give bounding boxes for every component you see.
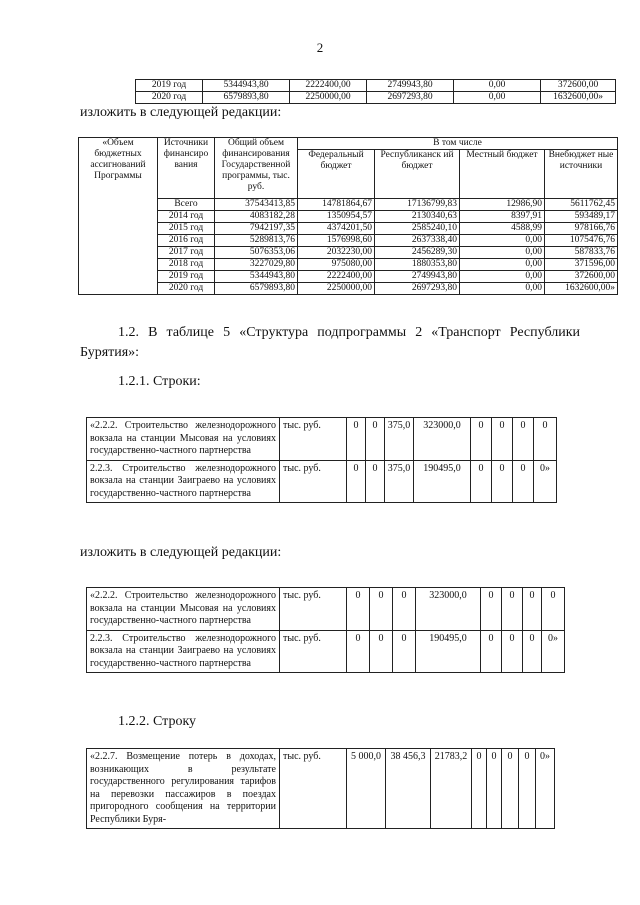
- table-cell: 21783,2: [431, 749, 472, 829]
- rows-old-table: [86, 417, 557, 503]
- table-cell: 0: [393, 588, 416, 631]
- table-cell: 0,00: [460, 247, 545, 259]
- table-cell: 5289813,76: [215, 235, 298, 247]
- table-cell: 0»: [534, 460, 557, 503]
- table-cell: 0: [502, 749, 519, 829]
- table-cell: 2585240,10: [375, 223, 460, 235]
- table-row: [87, 588, 565, 631]
- header-cell: В том числе: [298, 138, 618, 150]
- table-cell: 375,0: [385, 418, 414, 461]
- header-cell: Источники финансиро вания: [158, 138, 215, 199]
- table-row: [79, 247, 618, 259]
- table-cell: 2637338,40: [375, 235, 460, 247]
- table-cell: 1632600,00»: [545, 283, 618, 295]
- table-cell: 371596,00: [545, 259, 618, 271]
- row-description: «2.2.2. Строительство железнодорожного вокзала на станции Мысовая на условиях государственно-частного партнерства: [87, 588, 280, 631]
- table-cell: 0: [502, 630, 523, 673]
- paragraph-3: 1.2.1. Строки:: [118, 374, 201, 389]
- table-cell: 0: [370, 630, 393, 673]
- table-cell: 8397,91: [460, 211, 545, 223]
- table-row: [79, 271, 618, 283]
- table-cell: 2019 год: [158, 271, 215, 283]
- table-cell: 0,00: [460, 283, 545, 295]
- table-cell: 0: [487, 749, 502, 829]
- table-cell: 2018 год: [158, 259, 215, 271]
- header-cell: Федеральный бюджет: [298, 150, 375, 199]
- table-cell: 2020 год: [158, 283, 215, 295]
- table-cell: 1880353,80: [375, 259, 460, 271]
- table-cell: 5611762,45: [545, 199, 618, 211]
- table-cell: 17136799,83: [375, 199, 460, 211]
- table-cell: 0: [502, 588, 523, 631]
- row-description: 2.2.3. Строительство железнодорожного вокзала на станции Заиграево на условиях государственно-частного партнерства: [87, 630, 280, 673]
- table-cell: 2222400,00: [290, 80, 367, 92]
- table-cell: 0: [519, 749, 536, 829]
- table-cell: 5344943,80: [203, 80, 290, 92]
- table-cell: 372600,00: [541, 80, 616, 92]
- table-cell: 5 000,0: [347, 749, 386, 829]
- table-row: [87, 418, 557, 461]
- table-row: [79, 199, 618, 211]
- paragraph-2: 1.2. В таблице 5 «Структура подпрограммы 2 «Транспорт Республики Бурятия»:: [80, 325, 580, 360]
- table-row: [79, 259, 618, 271]
- table-cell: 1350954,57: [298, 211, 375, 223]
- table-cell: 2015 год: [158, 223, 215, 235]
- table-cell: 2019 год: [136, 80, 203, 92]
- table-cell: 2130340,63: [375, 211, 460, 223]
- table-cell: 0: [366, 460, 385, 503]
- table-cell: 0,00: [460, 235, 545, 247]
- table-cell: 975080,00: [298, 259, 375, 271]
- table-cell: 0,00: [460, 271, 545, 283]
- funding-table: [78, 137, 618, 295]
- table-cell: 0: [513, 460, 534, 503]
- row-unit: тыс. руб.: [280, 460, 347, 503]
- header-cell: Общий объем финансирования Государственной программы, тыс. руб.: [215, 138, 298, 199]
- table-cell: 323000,0: [414, 418, 471, 461]
- header-cell: «Объем бюджетных ассигнований Программы: [79, 138, 158, 295]
- table-row: [87, 749, 555, 829]
- header-cell: Республиканск ий бюджет: [375, 150, 460, 199]
- table-cell: 587833,76: [545, 247, 618, 259]
- table-cell: 0»: [542, 630, 565, 673]
- table-cell: 978166,76: [545, 223, 618, 235]
- table-cell: 323000,0: [416, 588, 481, 631]
- table-cell: 0: [481, 588, 502, 631]
- table-row: [79, 223, 618, 235]
- table-cell: 6579893,80: [215, 283, 298, 295]
- table-cell: 2749943,80: [375, 271, 460, 283]
- table-row: [136, 80, 616, 92]
- table-cell: 2017 год: [158, 247, 215, 259]
- table-row: [79, 283, 618, 295]
- table-cell: 38 456,3: [386, 749, 431, 829]
- table-cell: 0: [393, 630, 416, 673]
- table-cell: Всего: [158, 199, 215, 211]
- table-cell: 2032230,00: [298, 247, 375, 259]
- table-cell: 2697293,80: [375, 283, 460, 295]
- table-row: [87, 460, 557, 503]
- table-cell: 5344943,80: [215, 271, 298, 283]
- paragraph-4: изложить в следующей редакции:: [80, 545, 282, 560]
- table-cell: 0: [370, 588, 393, 631]
- row-unit: тыс. руб.: [280, 630, 347, 673]
- table-cell: 0: [471, 418, 492, 461]
- table-cell: 2016 год: [158, 235, 215, 247]
- table-cell: 14781864,67: [298, 199, 375, 211]
- table-row: [87, 630, 565, 673]
- table-cell: 0: [366, 418, 385, 461]
- table-cell: 0: [481, 630, 502, 673]
- row-unit: тыс. руб.: [280, 749, 347, 829]
- table-row: [79, 235, 618, 247]
- header-cell: Внебюджет ные источники: [545, 150, 618, 199]
- table-cell: 7942197,35: [215, 223, 298, 235]
- table-cell: 190495,0: [416, 630, 481, 673]
- table-cell: 0: [347, 460, 366, 503]
- row-description: «2.2.7. Возмещение потерь в доходах, возникающих в результате государственного регулирования тарифов на перевозки пассажиров в поездах пригородного сообщения на территории Республики Буря-: [87, 749, 280, 829]
- page-number: 2: [316, 40, 324, 55]
- table-cell: 3227029,80: [215, 259, 298, 271]
- table-cell: 2250000,00: [290, 92, 367, 104]
- table-cell: 2456289,30: [375, 247, 460, 259]
- table-cell: 0: [347, 630, 370, 673]
- table-cell: 2749943,80: [367, 80, 454, 92]
- table-cell: 372600,00: [545, 271, 618, 283]
- table-cell: 0: [523, 630, 542, 673]
- table-cell: 2020 год: [136, 92, 203, 104]
- table-cell: 190495,0: [414, 460, 471, 503]
- table-cell: 37543413,85: [215, 199, 298, 211]
- table-cell: 0: [523, 588, 542, 631]
- table-cell: 2697293,80: [367, 92, 454, 104]
- row-unit: тыс. руб.: [280, 418, 347, 461]
- table-row: [136, 92, 616, 104]
- row-description: «2.2.2. Строительство железнодорожного вокзала на станции Мысовая на условиях государственно-частного партнерства: [87, 418, 280, 461]
- table-cell: 0»: [536, 749, 555, 829]
- table-cell: 0: [492, 460, 513, 503]
- table-cell: 6579893,80: [203, 92, 290, 104]
- table-cell: 4588,99: [460, 223, 545, 235]
- table-cell: 0,00: [454, 80, 541, 92]
- table-cell: 1576998,60: [298, 235, 375, 247]
- header-cell: Местный бюджет: [460, 150, 545, 199]
- table-cell: 0: [347, 418, 366, 461]
- row-unit: тыс. руб.: [280, 588, 347, 631]
- table-cell: 0: [542, 588, 565, 631]
- paragraph-5: 1.2.2. Строку: [118, 714, 197, 729]
- row-last-table: [86, 748, 555, 829]
- table-cell: 2014 год: [158, 211, 215, 223]
- table-cell: 1632600,00»: [541, 92, 616, 104]
- table-cell: 0: [513, 418, 534, 461]
- rows-new-table: [86, 587, 565, 673]
- table-cell: 0: [471, 460, 492, 503]
- header-row: [79, 138, 618, 150]
- table-cell: 4374201,50: [298, 223, 375, 235]
- table-row: [79, 211, 618, 223]
- table-cell: 2222400,00: [298, 271, 375, 283]
- table-cell: 2250000,00: [298, 283, 375, 295]
- table-cell: 0: [534, 418, 557, 461]
- table-cell: 0: [472, 749, 487, 829]
- table-cell: 12986,90: [460, 199, 545, 211]
- row-description: 2.2.3. Строительство железнодорожного вокзала на станции Заиграево на условиях государственно-частного партнерства: [87, 460, 280, 503]
- paragraph-1: изложить в следующей редакции:: [80, 105, 282, 120]
- table-cell: 1075476,76: [545, 235, 618, 247]
- table-cell: 0: [492, 418, 513, 461]
- table-cell: 0,00: [454, 92, 541, 104]
- table-cell: 0: [347, 588, 370, 631]
- table-cell: 593489,17: [545, 211, 618, 223]
- table-cell: 5076353,06: [215, 247, 298, 259]
- table-cell: 4083182,28: [215, 211, 298, 223]
- table-cell: 0,00: [460, 259, 545, 271]
- table-cell: 375,0: [385, 460, 414, 503]
- top-table: [135, 79, 616, 104]
